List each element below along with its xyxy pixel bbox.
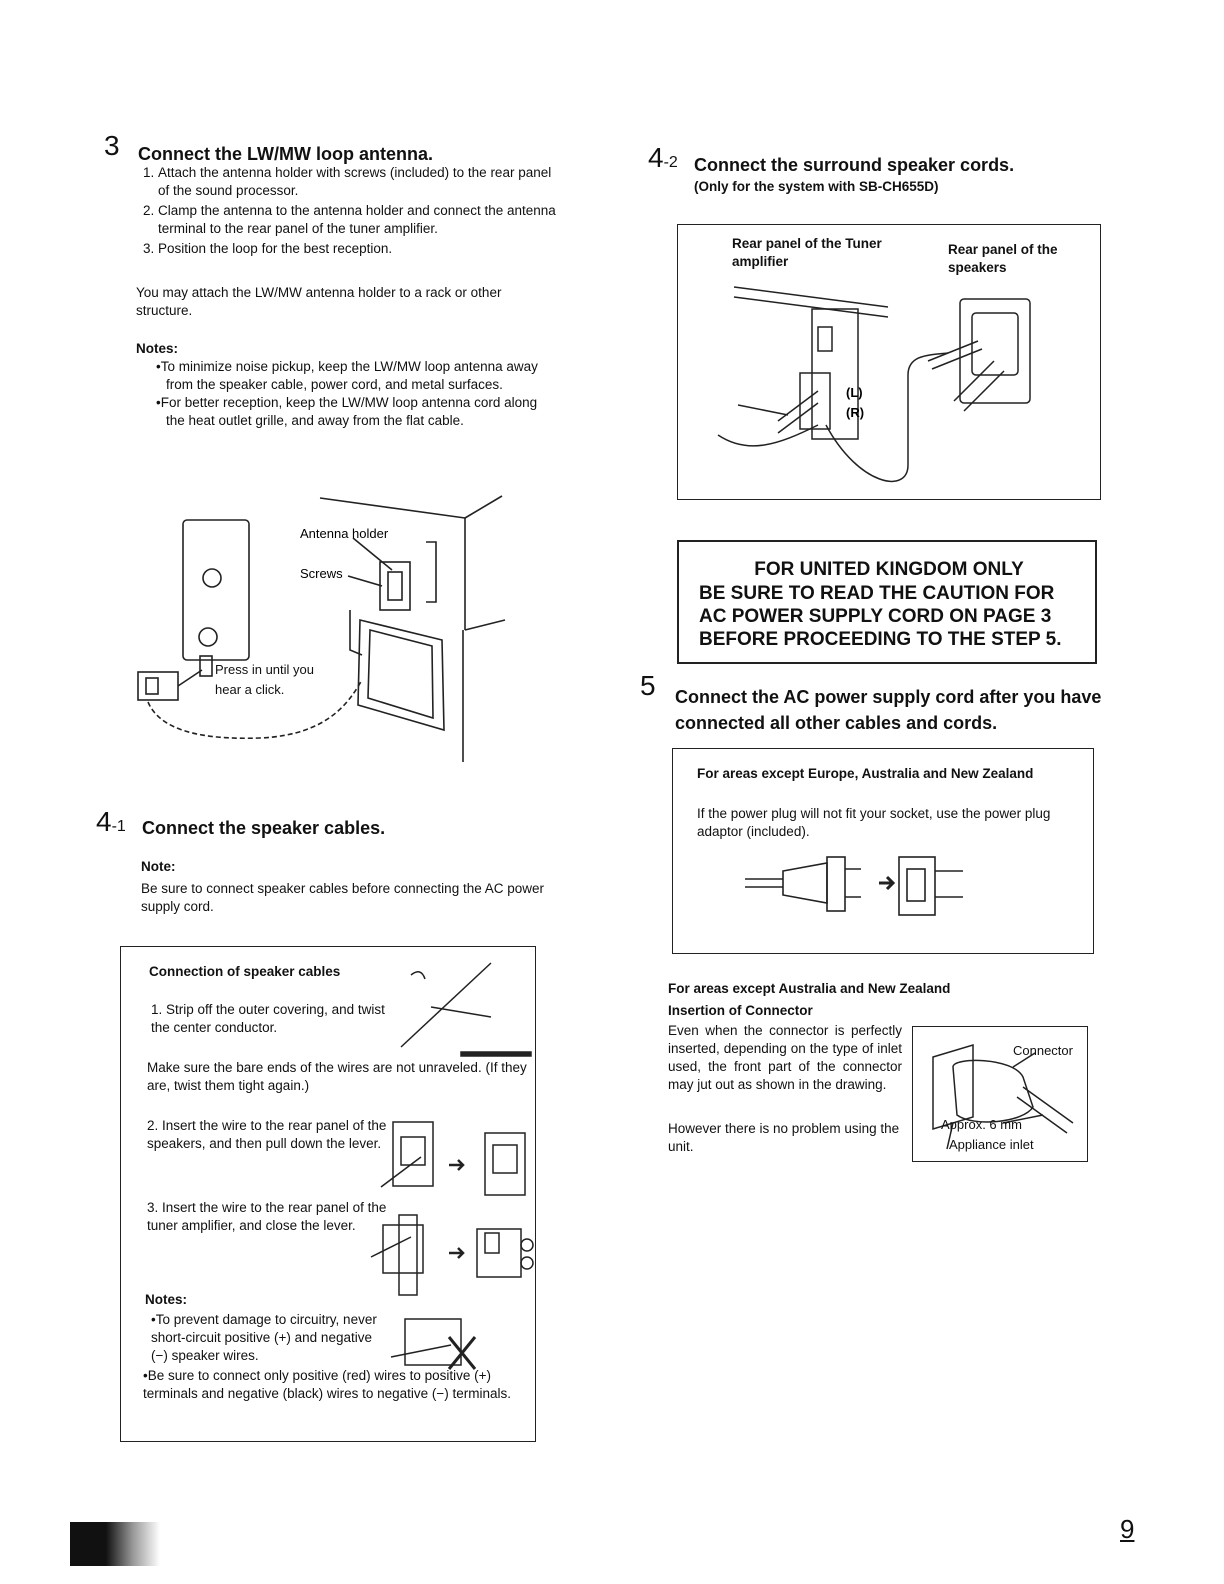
surround-speaker-figure — [677, 224, 1101, 500]
scan-artifact — [70, 1522, 160, 1566]
plug-adaptor-drawing — [743, 853, 983, 933]
step-number-5: 5 — [640, 670, 656, 701]
section41-note: Be sure to connect speaker cables before connecting the AC power supply cord. — [141, 881, 544, 914]
section3-step-3: 3. Position the loop for the best reception. — [158, 240, 558, 258]
appliance-inlet-label: Appliance inlet — [949, 1137, 1034, 1152]
section41-title: Connect the speaker cables. — [142, 818, 386, 838]
caution-line-2: BE SURE TO READ THE CAUTION FOR AC POWER SUPPLY CORD ON PAGE 3 BEFORE PROCEEDING TO THE STEP 5. — [699, 583, 1062, 650]
section3-notes-title: Notes: — [136, 341, 179, 356]
l-channel-label: (L) — [846, 385, 863, 400]
section42-title: Connect the surround speaker cords. — [694, 155, 1015, 175]
speaker-box-step3: 3. Insert the wire to the rear panel of the tuner amplifier, and close the lever. — [147, 1200, 387, 1233]
step-number-4-1 — [96, 806, 126, 838]
antenna-holder-label: Antenna holder — [300, 526, 389, 541]
section41-note-title: Note: — [141, 859, 176, 874]
step-4-1-main: 4 — [96, 806, 112, 837]
speaker-box-step2: 2. Insert the wire to the rear panel of the speakers, and then pull down the lever. — [147, 1118, 387, 1151]
insertion-text-2: However there is no problem using the unit. — [668, 1121, 900, 1154]
step-4-2-sub: -2 — [663, 154, 678, 171]
section5-title: Connect the AC power supply cord after you have connected all other cables and cords. — [675, 687, 1102, 733]
speaker-box-step1: 1. Strip off the outer covering, and twist the center conductor. — [151, 1002, 385, 1035]
section42-subtitle: (Only for the system with SB-CH655D) — [694, 179, 939, 194]
plug-box-text: If the power plug will not fit your socket, use the power plug adaptor (included). — [697, 806, 1051, 839]
insertion-title: Insertion of Connector — [668, 1003, 813, 1018]
section3-note-2: •For better reception, keep the LW/MW loop antenna cord along the heat outlet grille, and away from the flat cable. — [156, 395, 538, 428]
speaker-box-para: Make sure the bare ends of the wires are not unraveled. (If they are, twist them tight again.) — [147, 1060, 527, 1093]
section3-title: Connect the LW/MW loop antenna. — [138, 144, 433, 164]
tuner-rear-panel-label: Rear panel of the Tuner amplifier — [732, 236, 882, 269]
section3-steps — [138, 164, 558, 260]
antenna-illustration — [130, 490, 520, 770]
plug-box-title: For areas except Europe, Australia and New Zealand — [697, 766, 1034, 781]
approx-label: Approx. 6 mm — [941, 1117, 1022, 1132]
plug-adaptor-box — [672, 748, 1094, 954]
speaker-cables-box — [120, 946, 536, 1442]
section3-notes — [144, 358, 554, 430]
speaker-box-title: Connection of speaker cables — [149, 964, 341, 979]
page-number: 9 — [1120, 1514, 1135, 1544]
section3-note-1: •To minimize noise pickup, keep the LW/MW loop antenna away from the speaker cable, power cord, and metal surfaces. — [156, 359, 538, 392]
section3-paragraph: You may attach the LW/MW antenna holder to a rack or other structure. — [136, 285, 502, 318]
section3-step-2: 2. Clamp the antenna to the antenna holder and connect the antenna terminal to the rear panel of the tuner amplifier. — [158, 202, 558, 238]
section5-subtitle: For areas except Australia and New Zealand — [668, 981, 951, 996]
speaker-wiring-illustrations — [381, 957, 531, 1397]
r-channel-label: (R) — [846, 405, 865, 420]
speaker-box-notes-title: Notes: — [145, 1292, 188, 1307]
caution-line-1: FOR UNITED KINGDOM ONLY — [754, 559, 1024, 580]
step-4-1-sub: -1 — [111, 818, 126, 835]
insertion-text: Even when the connector is perfectly inserted, depending on the type of inlet used, the front part of the connector may jut out as shown in the drawing. — [668, 1023, 902, 1092]
step-4-2-main: 4 — [648, 142, 664, 173]
speakers-rear-panel-label: Rear panel of the speakers — [948, 242, 1058, 275]
speaker-box-note2: •Be sure to connect only positive (red) wires to positive (+) terminals and negative (black) wires to negative (−) terminals. — [143, 1368, 512, 1401]
step-number-3: 3 — [104, 130, 120, 161]
surround-connection-drawing — [678, 225, 1102, 501]
connector-label: Connector — [1013, 1043, 1073, 1058]
speaker-box-note1: •To prevent damage to circuitry, never short-circuit positive (+) and negative (−) speaker wires. — [151, 1312, 377, 1363]
uk-caution-box — [677, 540, 1097, 664]
section3-step-1: 1. Attach the antenna holder with screws (included) to the rear panel of the sound processor. — [158, 164, 558, 200]
press-label: Press in until you hear a click. — [215, 662, 314, 697]
connector-figure — [912, 1026, 1088, 1162]
screws-label: Screws — [300, 566, 343, 581]
step-number-4-2 — [648, 142, 678, 174]
